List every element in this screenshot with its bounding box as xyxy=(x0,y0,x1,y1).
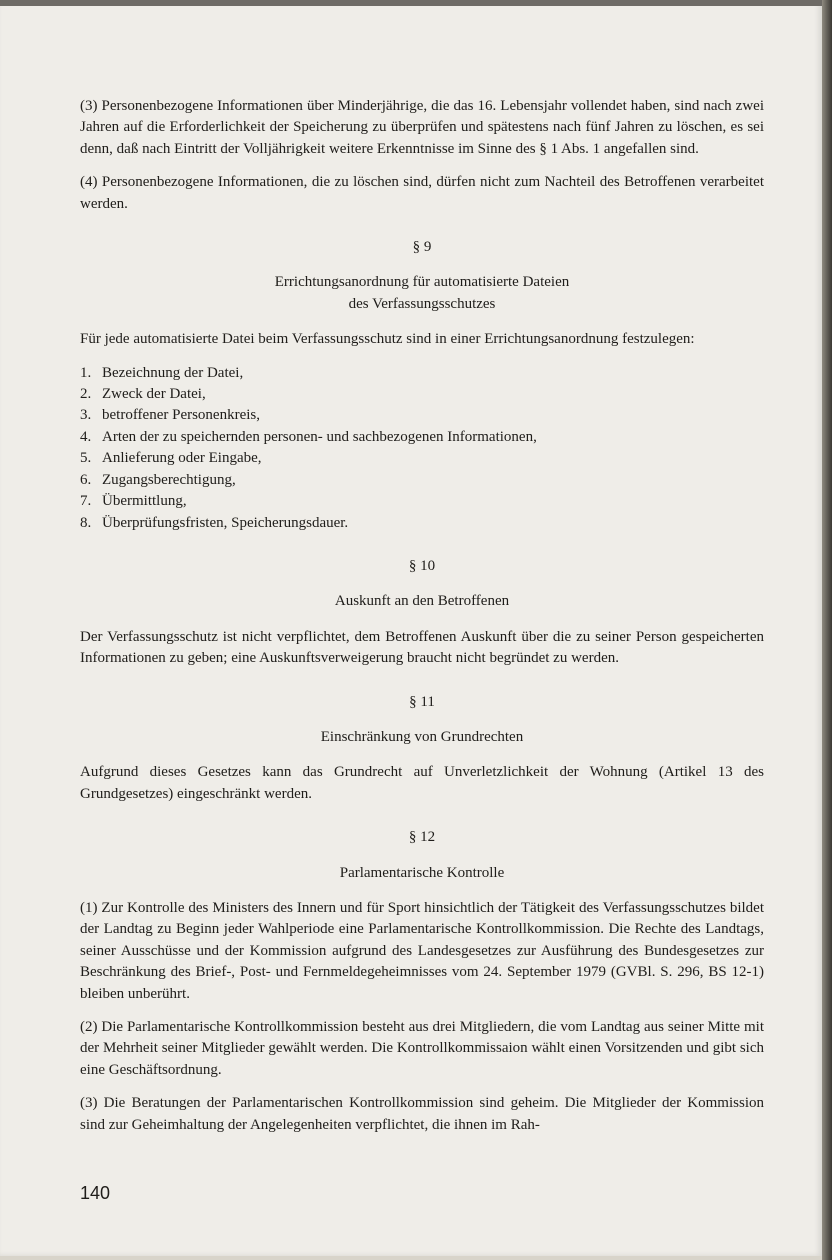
section-10-title: Auskunft an den Betroffenen xyxy=(334,593,510,610)
list-item: 4. Arten der zu speichernden personen- und sachbezogenen Informationen, xyxy=(80,428,537,445)
list-item: 6. Zugangsberechtigung, xyxy=(80,471,236,488)
list-item: 8. Überprüfungsfristen, Speicherungsdauer. xyxy=(80,514,349,531)
top-edge-line xyxy=(0,0,822,6)
list-item: 3. betroffener Personenkreis, xyxy=(80,407,260,424)
section-12-title: Parlamentarische Kontrolle xyxy=(339,864,505,881)
section-9-intro: Für jede automatisierte Datei beim Verfassungsschutz sind in einer Errichtungsanordnung festzulegen: xyxy=(80,331,695,348)
paragraph-8-4: (4) Personenbezogene Informationen, die zu löschen sind, dürfen nicht zum Nachteil des Betroffenen verarbeitet werden. xyxy=(80,174,764,212)
page-edge-shadow xyxy=(822,0,832,1260)
list-item: 5. Anlieferung oder Eingabe, xyxy=(80,450,262,467)
section-9-list xyxy=(80,363,764,534)
section-11-number: § 11 xyxy=(409,693,435,710)
section-9-title xyxy=(80,272,764,315)
list-item: 7. Übermittlung, xyxy=(80,493,187,510)
paragraph-8-3: (3) Personenbezogene Informationen über Minderjährige, die das 16. Lebensjahr vollendet haben, sind nach zwei Jahren auf die Erforderlichkeit der Speicherung zu überprüfen und spätestens nach fünf Jahren zu löschen, es sei denn, daß nach Eintritt der Volljährigkeit weitere Erkenntnisse im Sinne des § 1 Abs. 1 angefallen sind. xyxy=(80,98,764,157)
list-item: 1. Bezeichnung der Datei, xyxy=(80,364,244,381)
section-10-number: § 10 xyxy=(408,557,436,574)
page-content xyxy=(80,96,764,1148)
section-9-title-line2: des Verfassungsschutzes xyxy=(348,295,496,312)
section-9-number: § 9 xyxy=(412,239,432,256)
section-12-paragraph-2: (2) Die Parlamentarische Kontrollkommission besteht aus drei Mitgliedern, die vom Landtag aus seiner Mitte mit der Mehrheit seiner Mitglieder gewählt werden. Die Kontrollkommissaion wählt einen Vorsitzenden und gibt sich eine Geschäftsordnung. xyxy=(80,1019,764,1078)
page-number: 140 xyxy=(80,1183,111,1203)
section-11-title: Einschränkung von Grundrechten xyxy=(320,728,524,745)
list-item: 2. Zweck der Datei, xyxy=(80,386,206,403)
section-9-title-line1: Errichtungsanordnung für automatisierte Dateien xyxy=(274,274,570,291)
section-12-paragraph-3: (3) Die Beratungen der Parlamentarischen Kontrollkommission sind geheim. Die Mitglieder der Kommission sind zur Geheimhaltung der Angelegenheiten verpflichtet, die ihnen im Rah- xyxy=(80,1095,764,1133)
section-11-text: Aufgrund dieses Gesetzes kann das Grundrecht auf Unverletzlichkeit der Wohnung (Artikel 13 des Grundgesetzes) eingeschränkt werden. xyxy=(80,764,764,802)
section-10-text: Der Verfassungsschutz ist nicht verpflichtet, dem Betroffenen Auskunft über die zu seiner Person gespeicherten Informationen zu geben; eine Auskunftsverweigerung braucht nicht begründet zu werden. xyxy=(80,628,764,667)
section-12-paragraph-1: (1) Zur Kontrolle des Ministers des Innern und für Sport hinsichtlich der Tätigkeit des Verfassungsschutzes bildet der Landtag zu Beginn jeder Wahlperiode eine Parlamentarische Kontrollkommission. Die Rechte des Landtags, seiner Ausschüsse und der Kommission aufgrund des Landesgesetzes zur Ausführung des Bundesgesetzes zur Beschränkung des Brief-, Post- und Fernmeldegeheimnisses vom 24. September 1979 (GVBl. S. 296, BS 12-1) bleiben unberührt. xyxy=(80,899,764,1002)
section-12-number: § 12 xyxy=(408,829,436,846)
